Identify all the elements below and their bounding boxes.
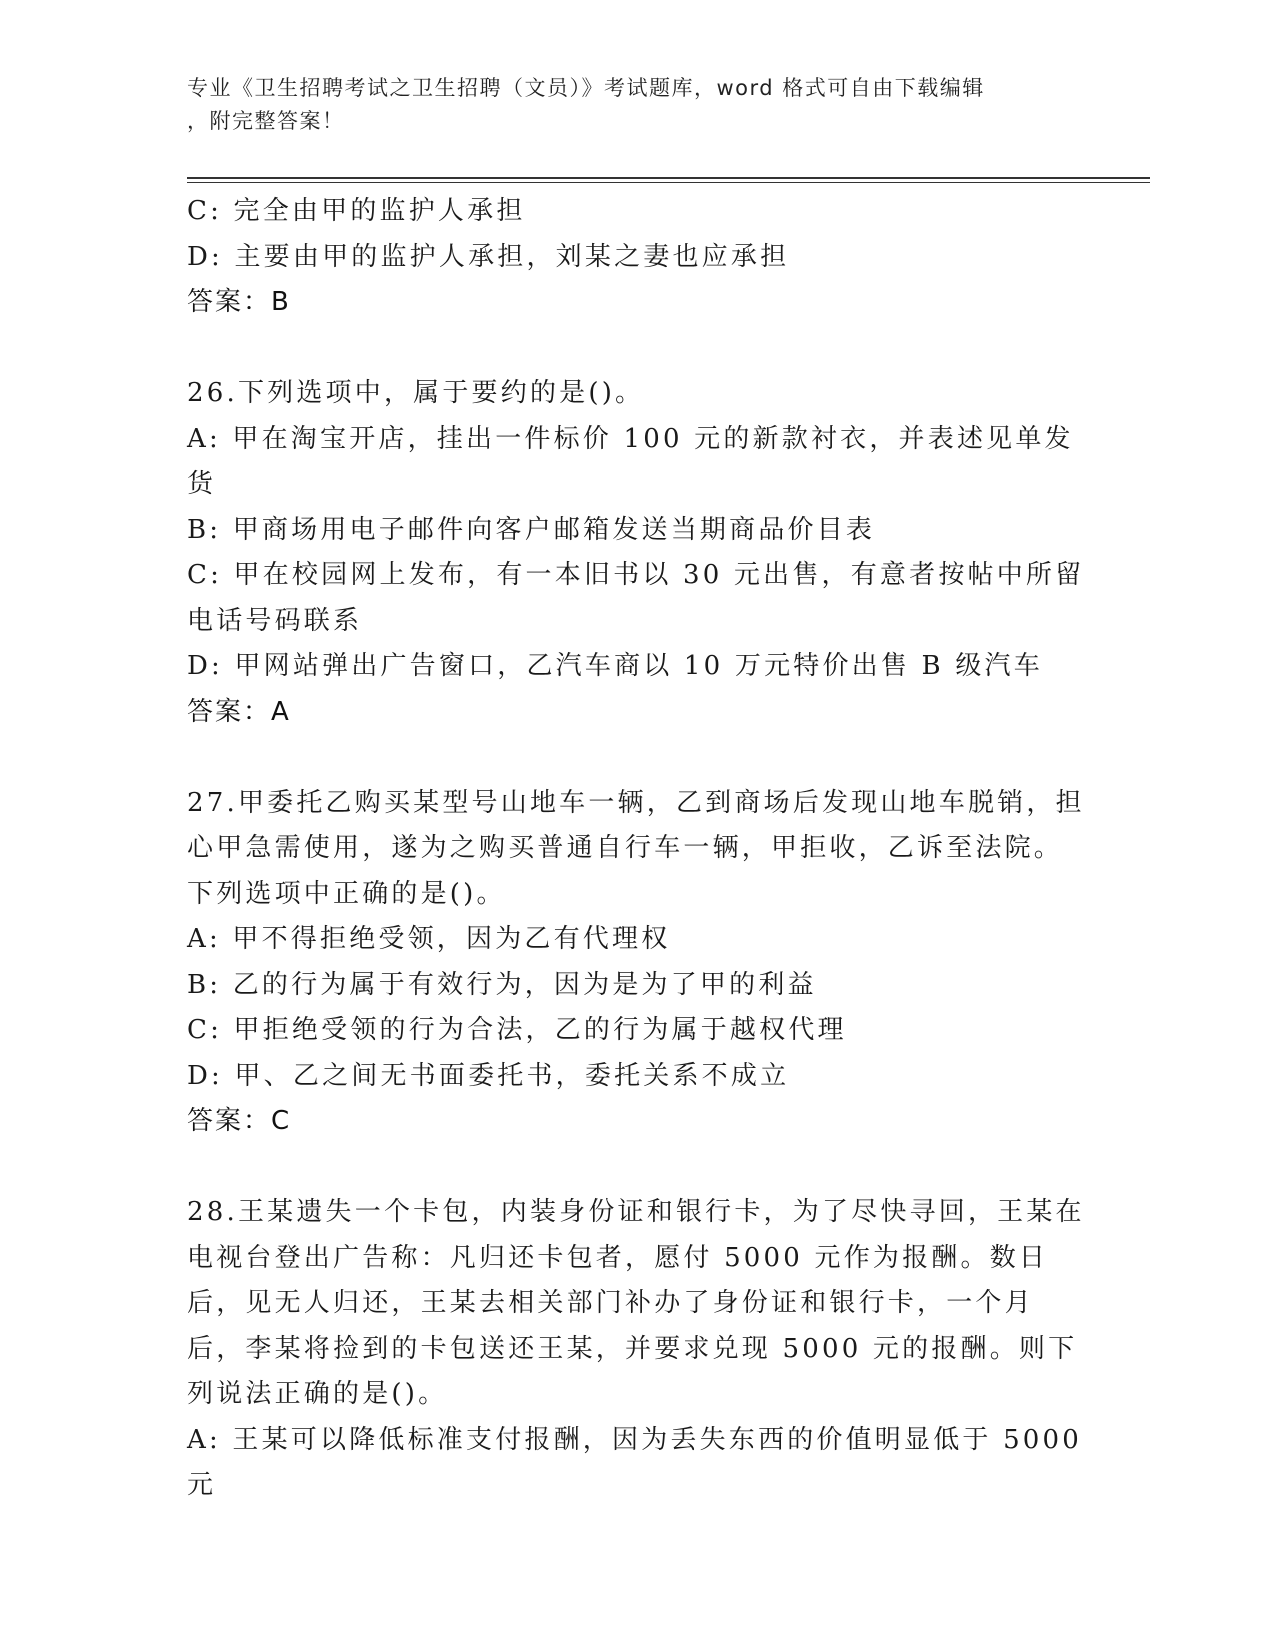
q27-answer: 答案：C bbox=[187, 1106, 292, 1136]
q26-option-c: C: 甲在校园网上发布，有一本旧书以 30 元出售，有意者按帖中所留电话号码联系 bbox=[187, 560, 1085, 636]
q28-option-a: A: 王某可以降低标准支付报酬，因为丢失东西的价值明显低于 5000 元 bbox=[187, 1424, 1083, 1500]
q26-option-d: D: 甲网站弹出广告窗口，乙汽车商以 10 万元特价出售 B 级汽车 bbox=[187, 651, 1043, 681]
q27-option-b: B: 乙的行为属于有效行为，因为是为了甲的利益 bbox=[187, 969, 817, 1000]
spacer bbox=[187, 1145, 1087, 1191]
q28-question: 28.王某遗失一个卡包，内装身份证和银行卡，为了尽快寻回，王某在电视台登出广告称：凡归还卡包者，愿付 5000 元作为报酬。数日后，见无人归还，王某去相关部门补办了身份证和银行卡，一个月后，李某将捡到的卡包送还王某，并要求兑现 5000 元的报酬。则下列说法正确的是()。 bbox=[187, 1197, 1085, 1409]
question-28-block bbox=[187, 1190, 1087, 1509]
question-27-block bbox=[187, 781, 1087, 1145]
q27-question: 27.甲委托乙购买某型号山地车一辆，乙到商场后发现山地车脱销，担心甲急需使用，遂为之购买普通自行车一辆，甲拒收，乙诉至法院。下列选项中正确的是()。 bbox=[187, 787, 1085, 909]
q26-question: 26.下列选项中，属于要约的是()。 bbox=[187, 378, 645, 408]
q25-option-d: D: 主要由甲的监护人承担，刘某之妻也应承担 bbox=[187, 241, 790, 272]
header-rule-thin bbox=[187, 182, 1150, 183]
q26-answer: 答案：A bbox=[187, 696, 291, 727]
header-line-1: 专业《卫生招聘考试之卫生招聘（文员）》考试题库，word 格式可自由下载编辑 bbox=[187, 76, 985, 100]
question-25-block bbox=[187, 189, 1087, 326]
spacer bbox=[187, 326, 1087, 372]
header-rule-thick bbox=[187, 177, 1150, 179]
question-list bbox=[187, 189, 1087, 1509]
spacer bbox=[187, 735, 1087, 781]
q26-option-a: A: 甲在淘宝开店，挂出一件标价 100 元的新款衬衣，并表述见单发货 bbox=[187, 423, 1074, 499]
header-line-2: ，附完整答案！ bbox=[187, 109, 345, 133]
q27-option-a: A: 甲不得拒绝受领，因为乙有代理权 bbox=[187, 924, 671, 954]
question-26-block bbox=[187, 371, 1087, 735]
q27-option-c: C: 甲拒绝受领的行为合法，乙的行为属于越权代理 bbox=[187, 1015, 847, 1045]
document-header bbox=[187, 72, 1087, 138]
q25-answer: 答案：B bbox=[187, 287, 291, 317]
q26-option-b: B: 甲商场用电子邮件向客户邮箱发送当期商品价目表 bbox=[187, 514, 876, 545]
q27-option-d: D: 甲、乙之间无书面委托书，委托关系不成立 bbox=[187, 1060, 790, 1091]
q25-option-c: C: 完全由甲的监护人承担 bbox=[187, 196, 526, 226]
